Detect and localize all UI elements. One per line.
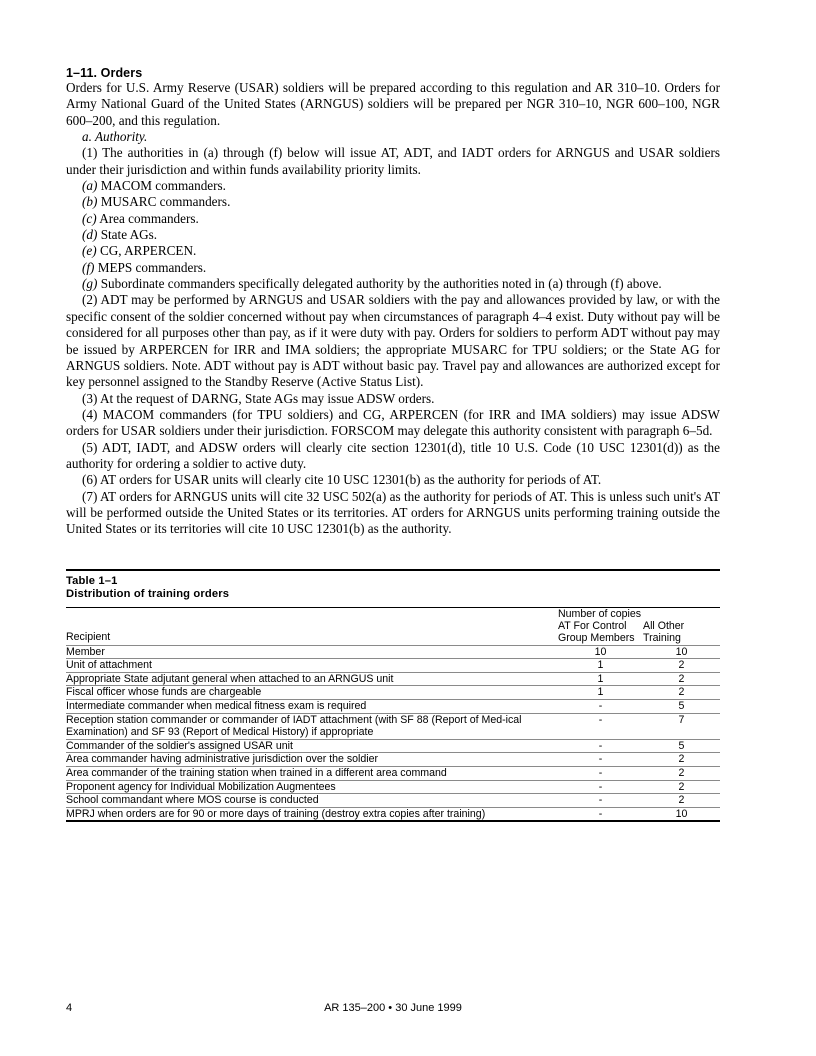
column-header-at-control-line2: Group Members <box>558 632 635 645</box>
cell-at-control: - <box>598 753 603 766</box>
paragraph-p-c <box>66 211 720 227</box>
table-row <box>66 686 720 699</box>
cell-at-control: - <box>598 794 603 807</box>
table-row <box>66 646 720 659</box>
paragraph-text: a. Authority. <box>82 129 148 145</box>
paragraph-p-5: (5) ADT, IADT, and ADSW orders will clearly cite section 12301(d), title 10 U.S. Code (10 USC 12301(d)) as the authority for ordering a soldier to active duty. <box>66 439 720 471</box>
list-marker: (f) <box>82 259 95 275</box>
paragraph-p-2: (2) ADT may be performed by ARNGUS and USAR soldiers with the pay and allowances provided by law, or with the specific consent of the soldier concerned without pay when circumstances of paragraph 4–4 exist. Duty without pay will be considered for all purposes other than pay, as if it were duty with pay. Orders for soldiers to perform ADT without pay may be issued by ARPERCEN for IRR and IMA soldiers; the appropriate MUSARC for TPU soldiers; or the State AG for ARNGUS soldiers. Note. ADT without pay is ADT without basic pay. Travel pay and allowances are authorized except for key personnel assigned to the Standby Reserve (Active Status List). <box>66 292 720 390</box>
paragraph-p-6: (6) AT orders for USAR units will clearly cite 10 USC 12301(b) as the authority for periods of AT. <box>82 472 602 488</box>
table-body <box>66 645 720 821</box>
paragraph-text: Area commanders. <box>96 210 199 226</box>
footer-citation: AR 135–200 • 30 June 1999 <box>324 1002 462 1014</box>
list-marker: (c) <box>82 210 97 226</box>
page-title: 1–11. Orders <box>66 66 143 80</box>
column-header-recipient: Recipient <box>66 630 111 643</box>
table-row <box>66 714 720 739</box>
cell-at-control: - <box>598 700 603 712</box>
cell-at-control: 1 <box>597 686 604 699</box>
paragraph-p-f <box>66 260 720 276</box>
paragraph-p-3: (3) At the request of DARNG, State AGs may issue ADSW orders. <box>82 390 435 406</box>
table-title: Distribution of training orders <box>66 588 230 601</box>
paragraph-p-g <box>66 276 720 292</box>
cell-at-control: 1 <box>597 659 604 672</box>
footer-page-number: 4 <box>66 1002 73 1014</box>
cell-all-other: 10 <box>675 807 688 820</box>
cell-recipient: Intermediate commander when medical fitness exam is required <box>66 700 367 712</box>
paragraph-text: State AGs. <box>97 227 158 243</box>
list-marker: (a) <box>82 178 98 194</box>
cell-recipient: MPRJ when orders are for 90 or more days of training (destroy extra copies after training) <box>66 807 486 820</box>
paragraph-text: MUSARC commanders. <box>97 194 231 210</box>
list-marker: (g) <box>82 276 98 292</box>
list-marker: (e) <box>82 243 97 259</box>
table-1-1 <box>66 569 720 822</box>
cell-at-control: - <box>598 766 603 779</box>
cell-recipient: Proponent agency for Individual Mobilization Augmentees <box>66 780 336 793</box>
cell-at-control: - <box>598 780 603 793</box>
table-row <box>66 673 720 686</box>
paragraph-p-d <box>66 227 720 243</box>
paragraph-p-4: (4) MACOM commanders (for TPU soldiers) and CG, ARPERCEN (for IRR and IMA soldiers) may issue ADSW orders for USAR soldiers under their jurisdiction. FORSCOM may delegate this authority consistent with paragraph 6–5d. <box>66 406 720 439</box>
paragraph-p-a <box>66 178 720 194</box>
paragraph-p-1: (1) The authorities in (a) through (f) below will issue AT, ADT, and IADT orders for ARNGUS and USAR soldiers under their jurisdiction and within funds availability priority limits. <box>66 145 720 177</box>
paragraph-p-b <box>66 194 720 210</box>
cell-all-other: 2 <box>678 780 685 793</box>
cell-at-control: 10 <box>594 645 607 658</box>
cell-at-control: - <box>598 713 603 726</box>
table-row <box>66 794 720 807</box>
table-bottom-rule <box>66 820 720 822</box>
cell-all-other: 5 <box>678 700 685 712</box>
cell-recipient: Unit of attachment <box>66 659 152 672</box>
cell-all-other: 10 <box>675 645 688 658</box>
cell-recipient: Commander of the soldier's assigned USAR unit <box>66 739 293 752</box>
table-row <box>66 700 720 713</box>
cell-recipient: Member <box>66 645 105 658</box>
cell-all-other: 2 <box>678 794 685 807</box>
cell-at-control: - <box>598 739 603 752</box>
group-header-number-of-copies: Number of copies <box>558 607 642 620</box>
paragraph-text: MACOM commanders. <box>97 178 226 194</box>
cell-all-other: 2 <box>678 686 685 699</box>
page-footer <box>66 1002 720 1014</box>
table-row <box>66 781 720 794</box>
table-row <box>66 659 720 672</box>
body-content <box>66 80 720 538</box>
table-caption <box>66 571 720 607</box>
cell-all-other: 5 <box>678 739 685 752</box>
cell-all-other: 2 <box>678 672 685 685</box>
cell-all-other: 2 <box>678 659 685 672</box>
paragraph-p-a-authority <box>66 129 720 145</box>
paragraph-text: MEPS commanders. <box>94 259 207 275</box>
table-group-header-row <box>66 608 720 620</box>
column-header-at-control-line1: AT For Control <box>558 619 627 632</box>
cell-at-control: 1 <box>597 672 604 685</box>
table-row <box>66 740 720 753</box>
cell-recipient: Appropriate State adjutant general when attached to an ARNGUS unit <box>66 672 394 685</box>
list-marker: (b) <box>82 194 98 210</box>
table-number: Table 1–1 <box>66 575 118 587</box>
document-page <box>66 0 720 1056</box>
column-header-at-control <box>558 620 643 645</box>
cell-all-other: 2 <box>678 753 685 766</box>
paragraph-text: Subordinate commanders specifically delegated authority by the authorities noted in (a) through (f) above. <box>97 276 662 292</box>
list-marker: (d) <box>82 227 98 243</box>
table-row <box>66 753 720 766</box>
cell-recipient: School commandant where MOS course is conducted <box>66 794 319 807</box>
table-header-row <box>66 620 720 645</box>
cell-at-control: - <box>598 807 603 820</box>
cell-recipient: Reception station commander or commander of IADT attachment (with SF 88 (Report of Med-ical Examination) and SF 93 (Report of Medical History) if appropriate <box>66 713 522 739</box>
cell-recipient: Area commander of the training station when trained in a different area command <box>66 766 447 779</box>
cell-recipient: Area commander having administrative jurisdiction over the soldier <box>66 753 379 766</box>
column-header-all-other-training: All Other Training <box>643 619 685 645</box>
distribution-table <box>66 608 720 821</box>
table-row <box>66 767 720 780</box>
paragraph-text: CG, ARPERCEN. <box>96 243 197 259</box>
paragraph-p-intro: Orders for U.S. Army Reserve (USAR) soldiers will be prepared according to this regulation and AR 310–10. Orders for Army National Guard of the United States (ARNGUS) soldiers will be prepared per NGR 310–10, NGR 600–100, NGR 600–200, and this regulation. <box>66 80 720 128</box>
paragraph-p-7: (7) AT orders for ARNGUS units will cite 32 USC 502(a) as the authority for periods of AT. This is unless such unit's AT will be performed outside the United States or its territories. AT orders for ARNGUS units performing training outside the United States or its territories will cite 10 USC 12301(b) as the authority. <box>66 488 720 537</box>
paragraph-p-e <box>66 243 720 259</box>
cell-all-other: 2 <box>678 766 685 779</box>
table-row <box>66 808 720 821</box>
cell-recipient: Fiscal officer whose funds are chargeable <box>66 686 262 699</box>
cell-all-other: 7 <box>678 713 685 726</box>
